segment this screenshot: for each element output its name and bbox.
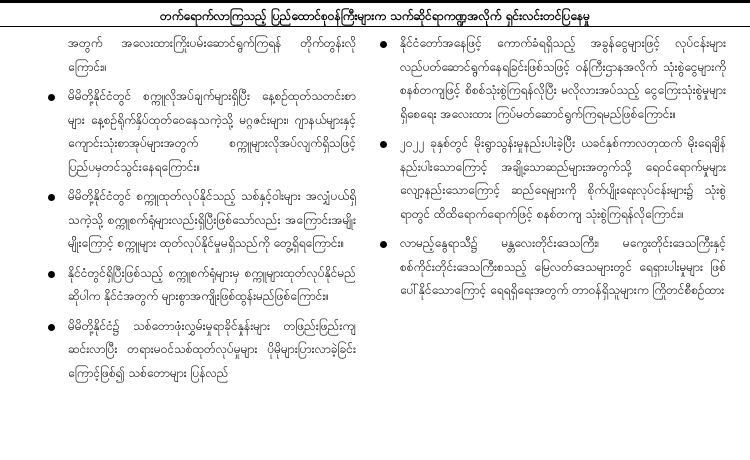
paragraph [36, 32, 356, 79]
paragraph-text: နိုင်ငံတော်အနေဖြင့် ကောက်ခံရရှိသည့် အခွန်ငွေများဖြင့် လုပ်ငန်းများလည်ပတ်ဆောင်ရွက်နေရခြင်းဖြစ်သဖြင့် ဝန်ကြီးဌာနအလိုက် သုံးစွဲငွေများကို စနစ်တကျဖြင့် စိစစ်သုံးစွဲကြရန်လိုပြီး မလိုလားအပ်သည့် ငွေကြေးသုံးစွဲမှုများရှိစေရေး အလေးထား ကြပ်မတ်ဆောင်ရွက်ကြရမည်ဖြစ်ကြောင်း။ [400, 36, 726, 121]
bullet-icon [380, 241, 387, 248]
bullet-icon [48, 271, 55, 278]
heading-divider [0, 26, 750, 27]
paragraph-text: လာမည့်နွေရာသီ၌ မန္တလေးတိုင်းဒေသကြီး၊ မကွေးတိုင်းဒေသကြီးနှင့် စစ်ကိုင်းတိုင်းဒေသကြီးစသည့် မြေလတ်ဒေသများတွင် ရေရှားပါးမှုများ ဖြစ်ပေါ်နိုင်သောကြောင့် ရေရရှိရေးအတွက် တာဝန်ရှိသူများက ကြိုတင်စီစဉ်ထား [400, 236, 726, 297]
paragraph-text: အတွက် အလေးထားကြိုးပမ်းဆောင်ရွက်ကြရန် တိုက်တွန်းလိုကြောင်း။ [68, 36, 356, 74]
paragraph [36, 262, 356, 309]
bullet-icon [380, 41, 387, 48]
top-border [0, 0, 750, 3]
paragraph-text: နိုင်ငံတွင်ရှိပြီးဖြစ်သည့် စက္ကူစက်ရုံများမှ စက္ကူများထုတ်လုပ်နိုင်မည်ဆိုပါက နိုင်ငံအတွက် များစွာအကျိုးဖြစ်ထွန်းမည်ဖြစ်ကြောင်း။ [68, 265, 356, 303]
bullet-icon [380, 141, 387, 148]
page-heading: တက်ရောက်လာကြသည့် ပြည်ထောင်စုဝန်ကြီးများက သက်ဆိုင်ရာကဏ္ဍအလိုက် ရှင်းလင်းတင်ပြနေမှု [160, 9, 590, 23]
left-column [36, 32, 356, 391]
paragraph [378, 32, 726, 126]
paragraph [36, 315, 356, 386]
paragraph [378, 232, 726, 303]
right-column [378, 32, 726, 309]
paragraph [378, 132, 726, 226]
bullet-icon [48, 94, 55, 101]
paragraph-text: မိမိတို့နိုင်ငံ၌ သစ်တောဖုံးလွှမ်းမှုရာခိုင်နှုန်းများ တဖြည်းဖြည်းကျဆင်းလာပြီး တရားမဝင်သစ်ထုတ်လုပ်မှုများ ပိုမိုများပြားလာခဲ့ခြင်းကြောင့်ဖြစ်၍ သစ်တောများ ပြန်လည် [68, 318, 356, 380]
paragraph [36, 185, 356, 256]
bullet-icon [48, 194, 55, 201]
paragraph [36, 85, 356, 179]
paragraph-text: မိမိတို့နိုင်ငံတွင် စက္ကူထုတ်လုပ်နိုင်သည့် သစ်နှင့်ဝါးများ အလျှံပယ်ရှိသကဲ့သို့ စက္ကူစက်ရုံများလည်းရှိပြီးဖြစ်သော်လည်း အကြောင်းအမျိုးမျိုးကြောင့် စက္ကူများ ထုတ်လုပ်နိုင်မှုမရှိသည်ကို တွေ့ရှိရကြောင်း။ [68, 189, 356, 250]
paragraph-text: ၂၀၂၂ ခုနှစ်တွင် မိုးရွာသွန်းမှုနည်းပါးခဲ့ပြီး ယခင်နှစ်ကာလတုထက် မိုးရေချိန်နည်းပါးသောကြောင့် အချို့သောဆည်များအတွက်သို့ ရေဝင်ရောက်မှုများ လျော့နည်းသောကြောင့် ဆည်ရေများကို စိုက်ပျိုးရေးလုပ်ငန်းများ၌ သုံးစွဲရာတွင် ထိထိရောက်ရောက်ဖြင့် စနစ်တကျ သုံးစွဲကြရန်လိုကြောင်း။ [400, 136, 726, 221]
top-border-block [96, 0, 680, 3]
paragraph-text: မိမိတို့နိုင်ငံတွင် စက္ကူလိုအပ်ချက်များရှိပြီး နေ့စဉ်ထုတ်သတင်းစာများ နေ့စဉ်ရိုက်နှိပ်ထုတ်ဝေနေသကဲ့သို့ မဂ္ဂဇင်းများ၊ ဂျာနယ်များနှင့် ကျောင်းသုံးစာအုပ်များအတွက် စက္ကူများလိုအပ်လျက်ရှိသဖြင့် ပြည်ပမှတင်သွင်းနေရကြောင်း။ [68, 89, 356, 174]
bullet-icon [48, 324, 55, 331]
